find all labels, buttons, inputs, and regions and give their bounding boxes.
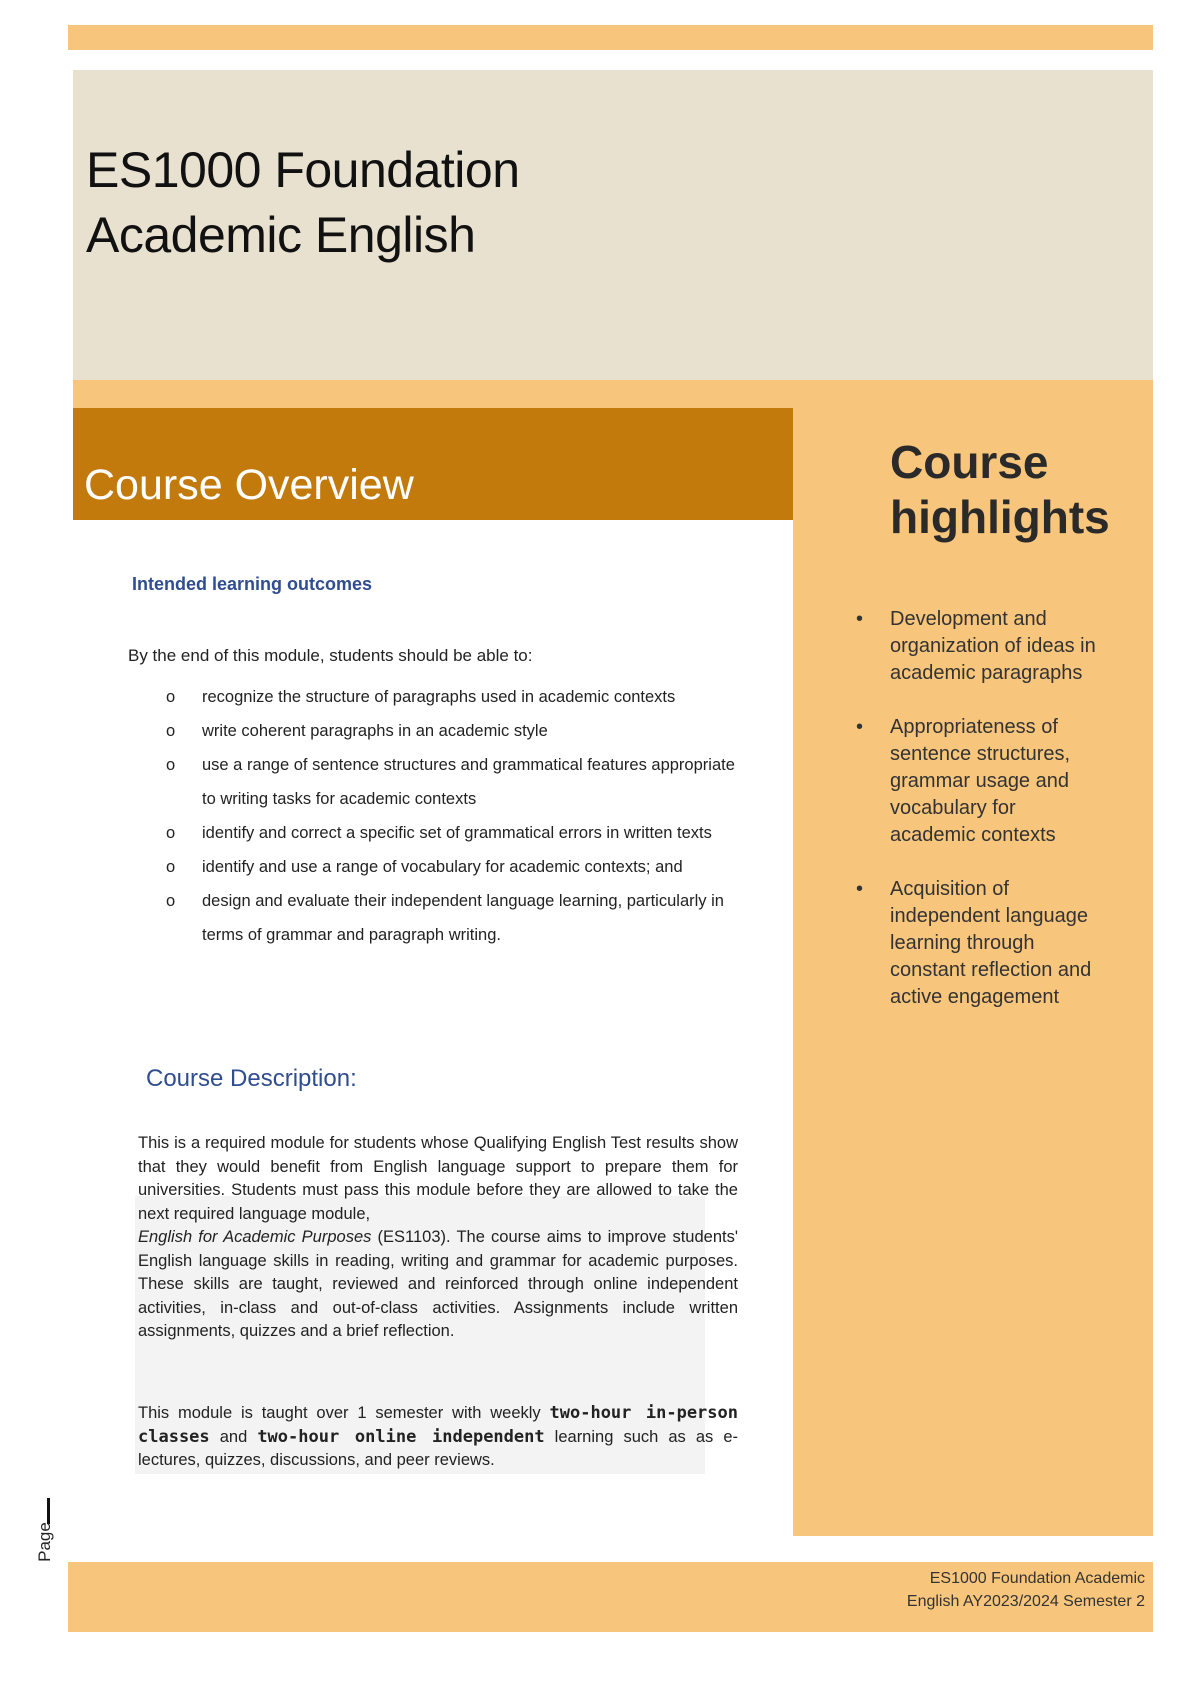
circle-bullet-icon: o [166, 892, 176, 910]
highlight-text: Acquisition of independent language learning through constant reflection and active engagement [890, 878, 1092, 1008]
footer-line-1: ES1000 Foundation Academic [929, 1570, 1145, 1587]
top-decorative-bar [68, 25, 1153, 50]
description-online-independent: two-hour online independent [257, 1426, 545, 1447]
highlight-item [856, 714, 1106, 849]
description-course-name: English for Academic Purposes [138, 1228, 372, 1246]
bullet-icon: • [856, 608, 864, 630]
outcome-item [158, 850, 738, 884]
description-paragraph-2 [138, 1402, 738, 1473]
outcome-item [158, 884, 738, 952]
outcome-item [158, 816, 738, 850]
description-in-person-classes: two-hour in-person classes [138, 1403, 738, 1447]
outcome-item [158, 714, 738, 748]
circle-bullet-icon: o [166, 824, 176, 842]
bullet-icon: • [856, 878, 864, 900]
title-line-1: ES1000 Foundation [86, 142, 520, 198]
highlight-text: Development and organization of ideas in academic paragraphs [890, 608, 1096, 684]
outcome-item [158, 748, 738, 816]
course-overview-heading: Course Overview [84, 461, 414, 509]
course-description-heading: Course Description: [146, 1065, 357, 1092]
circle-bullet-icon: o [166, 722, 176, 740]
learning-outcomes-heading: Intended learning outcomes [132, 574, 373, 594]
description-p2-text: This module is taught over 1 semester with weekly [138, 1404, 550, 1422]
description-p1-continued: (ES1103). The course aims to improve students' English language skills in reading, writing and grammar for academic purposes. These skills are taught, reviewed and reinforced through online independent activities, in-class and out-of-class activities. Assignments include written assignments, quizzes and a brief reflection. [138, 1228, 738, 1340]
page-label: Page [35, 1522, 54, 1562]
highlight-text: Appropriateness of sentence structures, grammar usage and vocabulary for academic contexts [890, 716, 1071, 846]
description-p1-text: This is a required module for students whose Qualifying English Test results show that they would benefit from English language support to prepare them for universities. Students must pass this module before they are allowed to take the next required language module, [138, 1134, 738, 1223]
footer-line-2: English AY2023/2024 Semester 2 [906, 1593, 1145, 1610]
description-p2-and: and [209, 1427, 258, 1446]
outcome-text: use a range of sentence structures and grammatical features appropriate to writing tasks for academic contexts [202, 756, 735, 808]
outcome-text: design and evaluate their independent language learning, particularly in terms of grammar and paragraph writing. [202, 892, 724, 944]
highlights-list [856, 606, 1106, 1038]
outcome-text: write coherent paragraphs in an academic style [202, 722, 548, 740]
circle-bullet-icon: o [166, 858, 176, 876]
circle-bullet-icon: o [166, 688, 176, 706]
outcome-text: recognize the structure of paragraphs used in academic contexts [202, 688, 676, 706]
outcome-item [158, 680, 738, 714]
highlights-title-line-2: highlights [890, 491, 1110, 543]
footer-course-info [830, 1567, 1145, 1613]
highlights-title-line-1: Course [890, 436, 1049, 488]
highlight-item [856, 606, 1106, 687]
title-line-2: Academic English [86, 207, 476, 263]
bullet-icon: • [856, 716, 864, 738]
learning-outcomes-list [158, 680, 738, 952]
course-highlights-heading [890, 435, 1140, 545]
description-paragraph-1 [138, 1132, 738, 1344]
outcome-text: identify and use a range of vocabulary for academic contexts; and [202, 858, 683, 876]
document-title [86, 138, 786, 268]
highlight-item [856, 876, 1106, 1011]
outcome-text: identify and correct a specific set of grammatical errors in written texts [202, 824, 712, 842]
learning-outcomes-intro: By the end of this module, students should be able to: [128, 646, 533, 665]
description-p2-end: learning such as as e-lectures, quizzes, discussions, and peer reviews. [138, 1427, 738, 1469]
circle-bullet-icon: o [166, 756, 176, 774]
